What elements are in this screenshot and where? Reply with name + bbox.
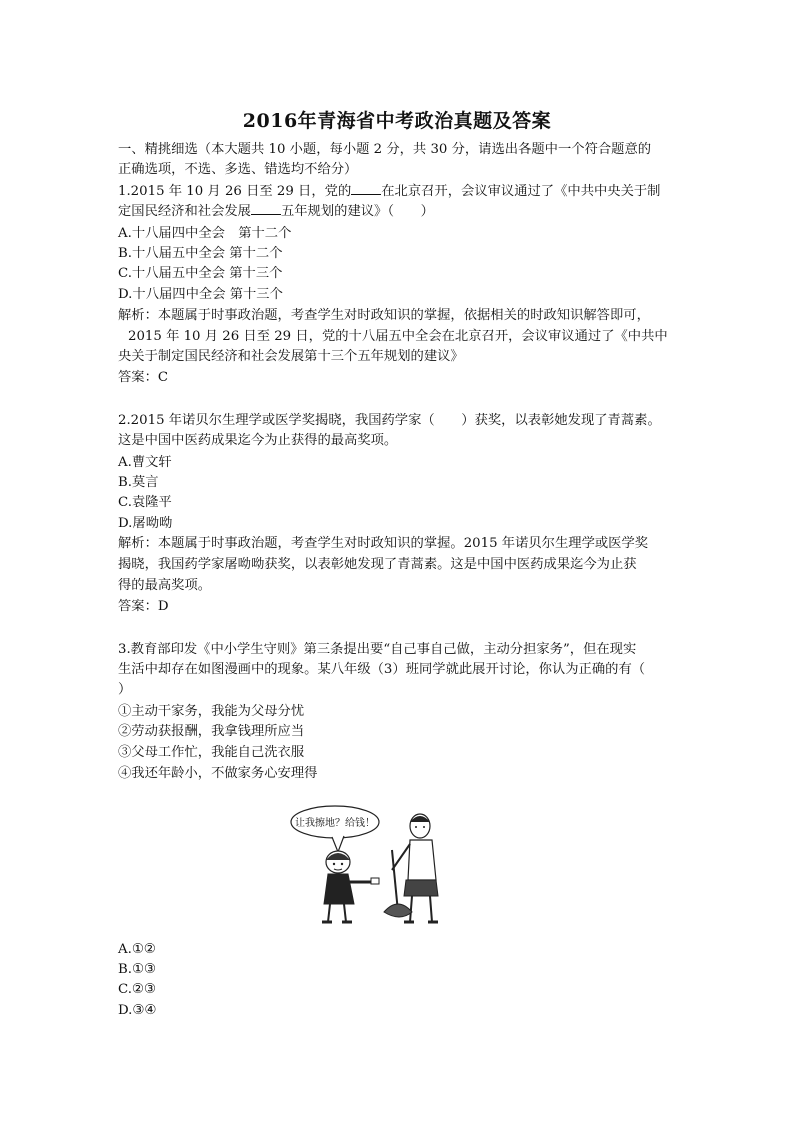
q3-statement-4: ④我还年龄小，不做家务心安理得 bbox=[118, 766, 318, 781]
q1-analysis-line2: 2015 年 10 月 26 日至 29 日，党的十八届五中全会在北京召开，会议审议通过了《中共中 bbox=[128, 329, 668, 344]
q2-option-b: B.莫言 bbox=[118, 475, 159, 490]
q3-statement-3: ③父母工作忙，我能自己洗衣服 bbox=[118, 745, 305, 760]
q1-analysis-line3: 央关于制定国民经济和社会发展第十三个五年规划的建议》 bbox=[118, 349, 464, 364]
q2-answer: 答案：D bbox=[118, 599, 169, 614]
cartoon-illustration bbox=[288, 800, 458, 930]
q3-option-d: D.③④ bbox=[118, 1003, 157, 1018]
q2-stem-line2: 这是中国中医药成果迄今为止获得的最高奖项。 bbox=[118, 433, 398, 448]
boy-figure bbox=[322, 851, 379, 922]
q3-option-a: A.①② bbox=[118, 942, 156, 957]
q1-stem-line1 bbox=[118, 182, 660, 202]
q3-statement-1: ①主动干家务，我能为父母分忧 bbox=[118, 704, 305, 719]
q1-analysis-line1: 解析：本题属于时事政治题，考查学生对时政知识的掌握，依据相关的时政知识解答即可， bbox=[118, 308, 650, 323]
q1-stem-text-b: 在北京召开，会议审议通过了《中共中央关于制 bbox=[381, 184, 661, 199]
q1-option-b: B.十八届五中全会 第十二个 bbox=[118, 246, 283, 261]
q2-option-c: C.袁隆平 bbox=[118, 495, 172, 510]
q3-statement-2: ②劳动获报酬，我拿钱理所应当 bbox=[118, 724, 305, 739]
q3-stem-line1: 3.教育部印发《中小学生守则》第三条提出要“自己事自己做，主动分担家务”，但在现实 bbox=[118, 642, 637, 657]
q3-stem-line3: ） bbox=[118, 682, 132, 697]
page-title: 2016年青海省中考政治真题及答案 bbox=[242, 110, 552, 132]
q1-blank-2 bbox=[251, 202, 281, 215]
q1-answer: 答案：C bbox=[118, 370, 169, 385]
q1-stem-line2 bbox=[118, 202, 434, 222]
cartoon-caption: 让我擦地？给钱！ bbox=[295, 818, 375, 829]
q2-analysis-line1: 解析：本题属于时事政治题，考查学生对时政知识的掌握。2015 年诺贝尔生理学或医学奖 bbox=[118, 536, 649, 551]
q1-blank-1 bbox=[351, 182, 381, 195]
q1-stem-text-a: 1.2015 年 10 月 26 日至 29 日，党的 bbox=[118, 184, 352, 199]
section-header-line1: 一、精挑细选（本大题共 10 小题，每小题 2 分，共 30 分，请选出各题中一个符合题意的 bbox=[118, 142, 652, 157]
q1-option-d: D.十八届四中全会 第十三个 bbox=[118, 287, 283, 302]
q2-analysis-line2: 揭晓，我国药学家屠呦呦获奖，以表彰她发现了青蒿素。这是中国中医药成果迄今为止获 bbox=[118, 557, 637, 572]
q1-option-c: C.十八届五中全会 第十三个 bbox=[118, 266, 283, 281]
q3-option-b: B.①③ bbox=[118, 962, 156, 977]
q1-stem-text-c: 定国民经济和社会发展 bbox=[118, 204, 251, 219]
q2-option-d: D.屠呦呦 bbox=[118, 516, 173, 531]
q2-analysis-line3: 得的最高奖项。 bbox=[118, 578, 212, 593]
q1-stem-text-d: 五年规划的建议》（ ） bbox=[280, 204, 434, 219]
q3-option-c: C.②③ bbox=[118, 982, 156, 997]
section-header-line2: 正确选项，不选、多选、错选均不给分） bbox=[118, 162, 358, 177]
speech-bubble-tail bbox=[332, 836, 344, 852]
q1-option-a: A.十八届四中全会 第十二个 bbox=[118, 226, 292, 241]
q2-option-a: A.曹文轩 bbox=[118, 455, 172, 470]
q3-stem-line2: 生活中却存在如图漫画中的现象。某八年级（3）班同学就此展开讨论，你认为正确的有（ bbox=[118, 662, 646, 677]
q2-stem-line1: 2.2015 年诺贝尔生理学或医学奖揭晓，我国药学家（ ）获奖，以表彰她发现了青蒿素。 bbox=[118, 413, 661, 428]
